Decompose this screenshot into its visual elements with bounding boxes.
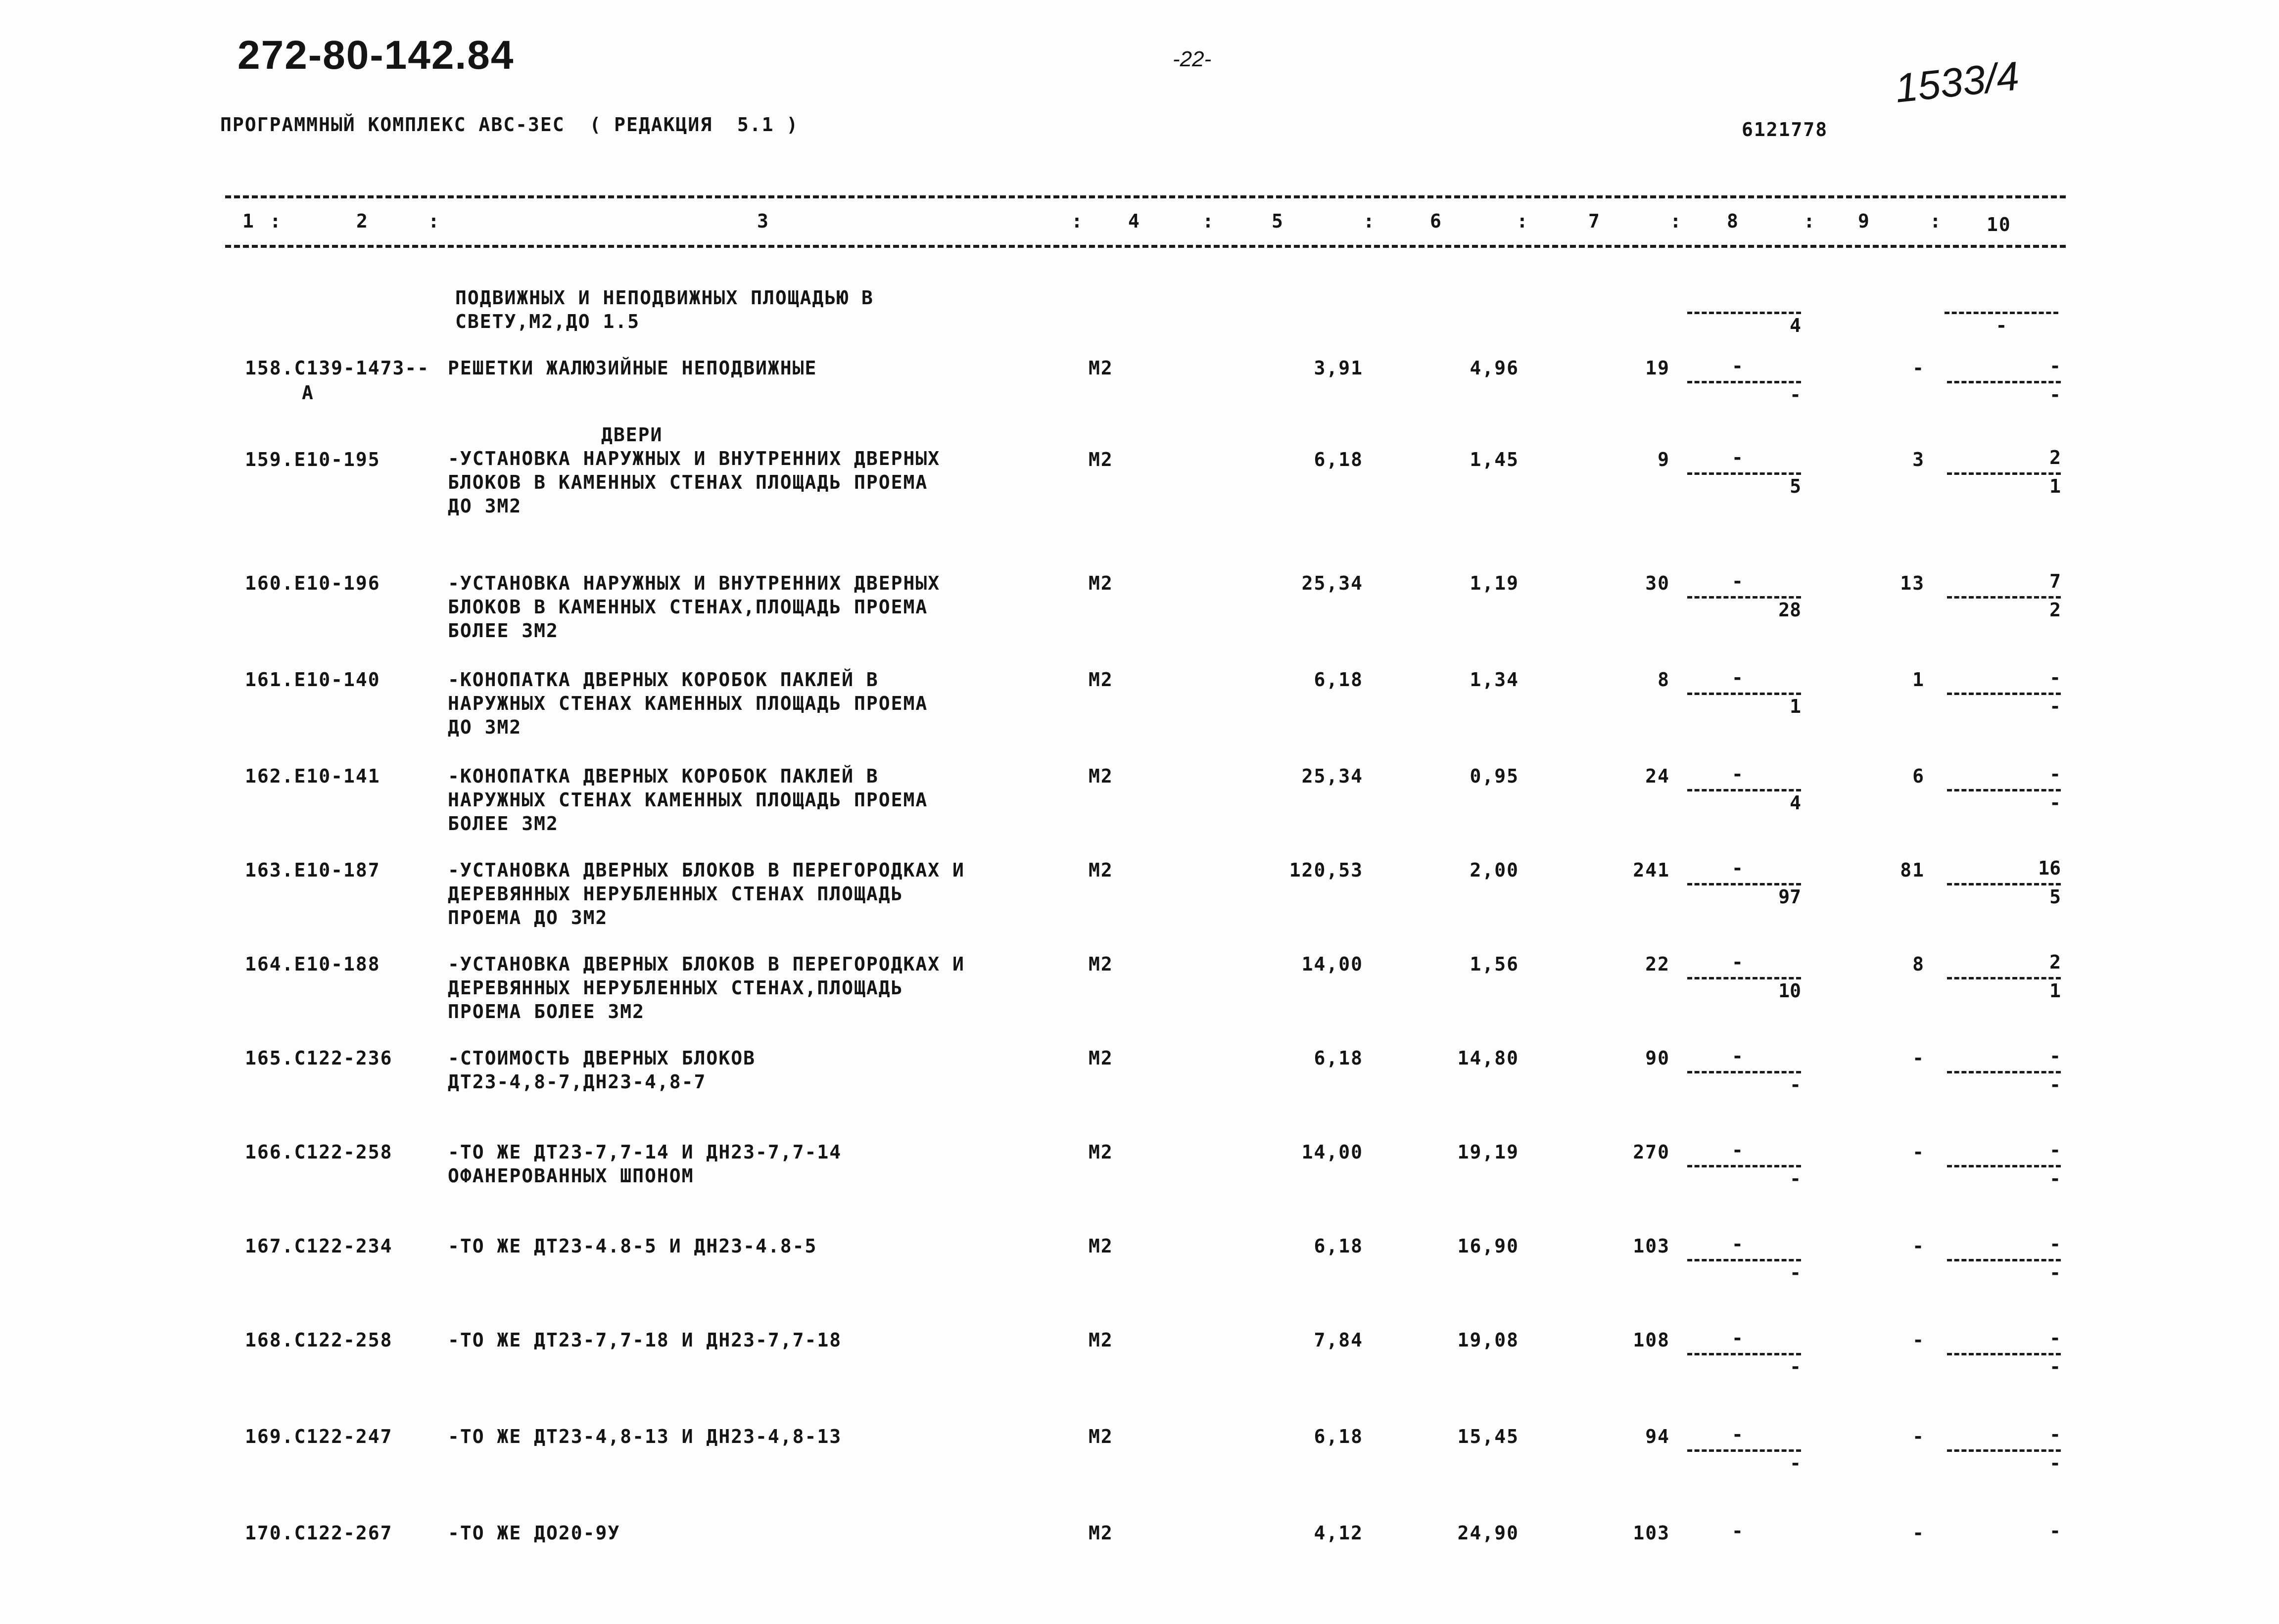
- item-description-line: БЛОКОВ В КАМЕННЫХ СТЕНАХ,ПЛОЩАДЬ ПРОЕМА: [448, 596, 928, 618]
- item-quantity: 4,12: [1314, 1522, 1363, 1544]
- item-description-line: ДЕРЕВЯННЫХ НЕРУБЛЕННЫХ СТЕНАХ ПЛОЩАДЬ: [448, 883, 903, 905]
- item-code: 163.Е10-187: [245, 859, 380, 881]
- item-description-line: БОЛЕЕ 3М2: [448, 813, 559, 835]
- item-price: 19,08: [1457, 1329, 1519, 1351]
- item-total: 8: [1658, 669, 1670, 691]
- column-header: :: [1670, 210, 1682, 232]
- item-description-line: -УСТАНОВКА ДВЕРНЫХ БЛОКОВ В ПЕРЕГОРОДКАХ И: [448, 953, 965, 975]
- item-col8: - 28: [1687, 571, 1801, 626]
- item-description-line: ПРОЕМА БОЛЕЕ 3М2: [448, 1001, 645, 1022]
- item-description-line: -УСТАНОВКА НАРУЖНЫХ И ВНУТРЕННИХ ДВЕРНЫХ: [448, 448, 941, 469]
- item-quantity: 6,18: [1314, 449, 1363, 470]
- item-col10: - -: [1947, 1046, 2061, 1101]
- item-unit: М2: [1089, 765, 1113, 787]
- item-code: 168.С122-258: [245, 1329, 393, 1351]
- item-unit: М2: [1089, 859, 1113, 881]
- item-description-line: НАРУЖНЫХ СТЕНАХ КАМЕННЫХ ПЛОЩАДЬ ПРОЕМА: [448, 693, 928, 714]
- item-unit: М2: [1089, 572, 1113, 594]
- item-price: 16,90: [1457, 1235, 1519, 1257]
- item-quantity: 3,91: [1314, 357, 1363, 379]
- intro-line: СВЕТУ,М2,ДО 1.5: [455, 311, 640, 332]
- column-header: :: [1202, 210, 1215, 232]
- item-total: 241: [1633, 859, 1670, 881]
- item-description-line: ДВЕРИ: [601, 424, 663, 446]
- intro-col8: 4: [1687, 287, 1801, 341]
- item-total: 94: [1645, 1426, 1670, 1447]
- item-total: 22: [1645, 953, 1670, 975]
- document-code: 272-80-142.84: [237, 33, 515, 78]
- item-price: 24,90: [1457, 1522, 1519, 1544]
- item-description-line: ПРОЕМА ДО 3М2: [448, 907, 608, 928]
- item-col8: - -: [1687, 1425, 1801, 1479]
- item-description-line: -КОНОПАТКА ДВЕРНЫХ КОРОБОК ПАКЛЕЙ В: [448, 669, 879, 691]
- item-col8: -: [1732, 1520, 1743, 1542]
- column-header: 1: [242, 210, 255, 232]
- item-col9: 3: [1912, 449, 1925, 470]
- item-col10: - -: [1947, 1425, 2061, 1479]
- item-code: 162.Е10-141: [245, 765, 380, 787]
- item-col10: -: [2049, 1520, 2061, 1542]
- item-price: 1,45: [1470, 449, 1519, 470]
- item-description-line: БЛОКОВ В КАМЕННЫХ СТЕНАХ ПЛОЩАДЬ ПРОЕМА: [448, 471, 928, 493]
- item-total: 9: [1658, 449, 1670, 470]
- item-unit: М2: [1089, 1235, 1113, 1257]
- item-price: 4,96: [1470, 357, 1519, 379]
- item-total: 103: [1633, 1235, 1670, 1257]
- item-col10: - -: [1947, 1140, 2061, 1195]
- item-col8: - 5: [1687, 448, 1801, 502]
- item-unit: М2: [1089, 953, 1113, 975]
- item-code: 170.С122-267: [245, 1522, 393, 1544]
- item-quantity: 6,18: [1314, 1235, 1363, 1257]
- item-col10: - -: [1947, 764, 2061, 819]
- intro-line: ПОДВИЖНЫХ И НЕПОДВИЖНЫХ ПЛОЩАДЬЮ В: [455, 287, 874, 309]
- item-col8: - 1: [1687, 668, 1801, 722]
- column-header: 6: [1430, 210, 1442, 232]
- item-description-line: -КОНОПАТКА ДВЕРНЫХ КОРОБОК ПАКЛЕЙ В: [448, 765, 879, 787]
- item-description-line: ОФАНЕРОВАННЫХ ШПОНОМ: [448, 1165, 694, 1187]
- item-code: 158.С139-1473--: [245, 357, 430, 379]
- item-total: 103: [1633, 1522, 1670, 1544]
- item-col8: - 97: [1687, 858, 1801, 913]
- item-description-line: БОЛЕЕ 3М2: [448, 620, 559, 642]
- item-col9: 8: [1912, 953, 1925, 975]
- column-header: 10: [1987, 214, 2011, 235]
- item-price: 0,95: [1470, 765, 1519, 787]
- item-description-line: -ТО ЖЕ ДТ23-7,7-18 И ДН23-7,7-18: [448, 1329, 842, 1351]
- column-header: :: [1930, 210, 1942, 232]
- item-price: 19,19: [1457, 1141, 1519, 1163]
- item-description-line: ДО 3М2: [448, 495, 522, 517]
- item-description-line: -СТОИМОСТЬ ДВЕРНЫХ БЛОКОВ: [448, 1047, 756, 1069]
- item-quantity: 7,84: [1314, 1329, 1363, 1351]
- item-quantity: 6,18: [1314, 1047, 1363, 1069]
- item-quantity: 120,53: [1289, 859, 1363, 881]
- page-number: -22-: [1173, 47, 1212, 71]
- table-top-rule: [225, 195, 2066, 198]
- item-total: 24: [1645, 765, 1670, 787]
- item-description-line: РЕШЕТКИ ЖАЛЮЗИЙНЫЕ НЕПОДВИЖНЫЕ: [448, 357, 817, 379]
- item-col9: -: [1912, 1047, 1925, 1069]
- item-col9: 1: [1912, 669, 1925, 691]
- item-description-line: -ТО ЖЕ ДТ23-7,7-14 И ДН23-7,7-14: [448, 1141, 842, 1163]
- column-header: :: [1804, 210, 1816, 232]
- item-code: 166.С122-258: [245, 1141, 393, 1163]
- item-unit: М2: [1089, 449, 1113, 470]
- item-price: 14,80: [1457, 1047, 1519, 1069]
- program-line: ПРОГРАММНЫЙ КОМПЛЕКС АВС-3ЕС ( РЕДАКЦИЯ 5.1 ): [220, 114, 799, 136]
- item-code: 159.Е10-195: [245, 449, 380, 470]
- item-quantity: 6,18: [1314, 1426, 1363, 1447]
- column-header: :: [428, 210, 440, 232]
- item-unit: М2: [1089, 1426, 1113, 1447]
- item-col8: - 4: [1687, 764, 1801, 819]
- item-quantity: 25,34: [1301, 765, 1363, 787]
- item-description-line: -ТО ЖЕ ДТ23-4.8-5 И ДН23-4.8-5: [448, 1235, 817, 1257]
- item-quantity: 25,34: [1301, 572, 1363, 594]
- item-price: 1,34: [1470, 669, 1519, 691]
- item-col9: 6: [1912, 765, 1925, 787]
- item-code-suffix: А: [302, 382, 314, 404]
- column-header: 5: [1272, 210, 1284, 232]
- column-header: 2: [356, 210, 369, 232]
- item-unit: М2: [1089, 357, 1113, 379]
- item-code: 161.Е10-140: [245, 669, 380, 691]
- item-unit: М2: [1089, 1522, 1113, 1544]
- item-price: 15,45: [1457, 1426, 1519, 1447]
- column-header: 4: [1128, 210, 1140, 232]
- item-description-line: -УСТАНОВКА НАРУЖНЫХ И ВНУТРЕННИХ ДВЕРНЫХ: [448, 572, 941, 594]
- item-col9: 81: [1900, 859, 1925, 881]
- item-col8: - -: [1687, 1046, 1801, 1101]
- item-col10: - -: [1947, 1234, 2061, 1289]
- item-price: 2,00: [1470, 859, 1519, 881]
- item-description-line: ДО 3М2: [448, 716, 522, 738]
- item-total: 270: [1633, 1141, 1670, 1163]
- item-unit: М2: [1089, 1047, 1113, 1069]
- item-total: 19: [1645, 357, 1670, 379]
- item-col9: -: [1912, 357, 1925, 379]
- item-description-line: ДЕРЕВЯННЫХ НЕРУБЛЕННЫХ СТЕНАХ,ПЛОЩАДЬ: [448, 977, 903, 999]
- program-code: 6121778: [1742, 119, 1828, 140]
- item-col8: - 10: [1687, 952, 1801, 1007]
- item-description-line: -УСТАНОВКА ДВЕРНЫХ БЛОКОВ В ПЕРЕГОРОДКАХ И: [448, 859, 965, 881]
- item-quantity: 14,00: [1301, 1141, 1363, 1163]
- item-code: 167.С122-234: [245, 1235, 393, 1257]
- intro-col10: -: [1945, 287, 2058, 341]
- column-header: :: [270, 210, 282, 232]
- column-header: 7: [1588, 210, 1601, 232]
- item-col10: 7 2: [1947, 571, 2061, 626]
- item-col10: - -: [1947, 356, 2061, 411]
- item-col10: 2 1: [1947, 952, 2061, 1007]
- item-col8: - -: [1687, 1328, 1801, 1383]
- item-price: 1,19: [1470, 572, 1519, 594]
- column-header: :: [1071, 210, 1084, 232]
- item-quantity: 14,00: [1301, 953, 1363, 975]
- item-col9: 13: [1900, 572, 1925, 594]
- item-col9: -: [1912, 1141, 1925, 1163]
- item-col10: - -: [1947, 1328, 2061, 1383]
- item-description-line: -ТО ЖЕ ДО20-9У: [448, 1522, 620, 1544]
- item-col10: 16 5: [1947, 858, 2061, 913]
- column-header: 3: [757, 210, 769, 232]
- item-col8: - -: [1687, 356, 1801, 411]
- item-description-line: -ТО ЖЕ ДТ23-4,8-13 И ДН23-4,8-13: [448, 1426, 842, 1447]
- item-price: 1,56: [1470, 953, 1519, 975]
- item-description-line: ДТ23-4,8-7,ДН23-4,8-7: [448, 1071, 707, 1093]
- item-col8: - -: [1687, 1234, 1801, 1289]
- item-total: 90: [1645, 1047, 1670, 1069]
- item-quantity: 6,18: [1314, 669, 1363, 691]
- item-unit: М2: [1089, 669, 1113, 691]
- item-col10: 2 1: [1947, 448, 2061, 502]
- item-code: 169.С122-247: [245, 1426, 393, 1447]
- handwritten-note: 1533/4: [1893, 53, 2021, 111]
- item-code: 165.С122-236: [245, 1047, 393, 1069]
- item-description-line: НАРУЖНЫХ СТЕНАХ КАМЕННЫХ ПЛОЩАДЬ ПРОЕМА: [448, 789, 928, 811]
- item-col9: -: [1912, 1426, 1925, 1447]
- item-total: 30: [1645, 572, 1670, 594]
- item-col9: -: [1912, 1522, 1925, 1544]
- item-col9: -: [1912, 1235, 1925, 1257]
- item-total: 108: [1633, 1329, 1670, 1351]
- item-unit: М2: [1089, 1329, 1113, 1351]
- item-col9: -: [1912, 1329, 1925, 1351]
- item-code: 164.Е10-188: [245, 953, 380, 975]
- item-code: 160.Е10-196: [245, 572, 380, 594]
- item-col8: - -: [1687, 1140, 1801, 1195]
- column-header: :: [1363, 210, 1376, 232]
- item-col10: - -: [1947, 668, 2061, 722]
- item-unit: М2: [1089, 1141, 1113, 1163]
- column-header: 8: [1727, 210, 1739, 232]
- table-header-rule: [225, 245, 2066, 248]
- column-header: 9: [1858, 210, 1870, 232]
- column-header: :: [1517, 210, 1529, 232]
